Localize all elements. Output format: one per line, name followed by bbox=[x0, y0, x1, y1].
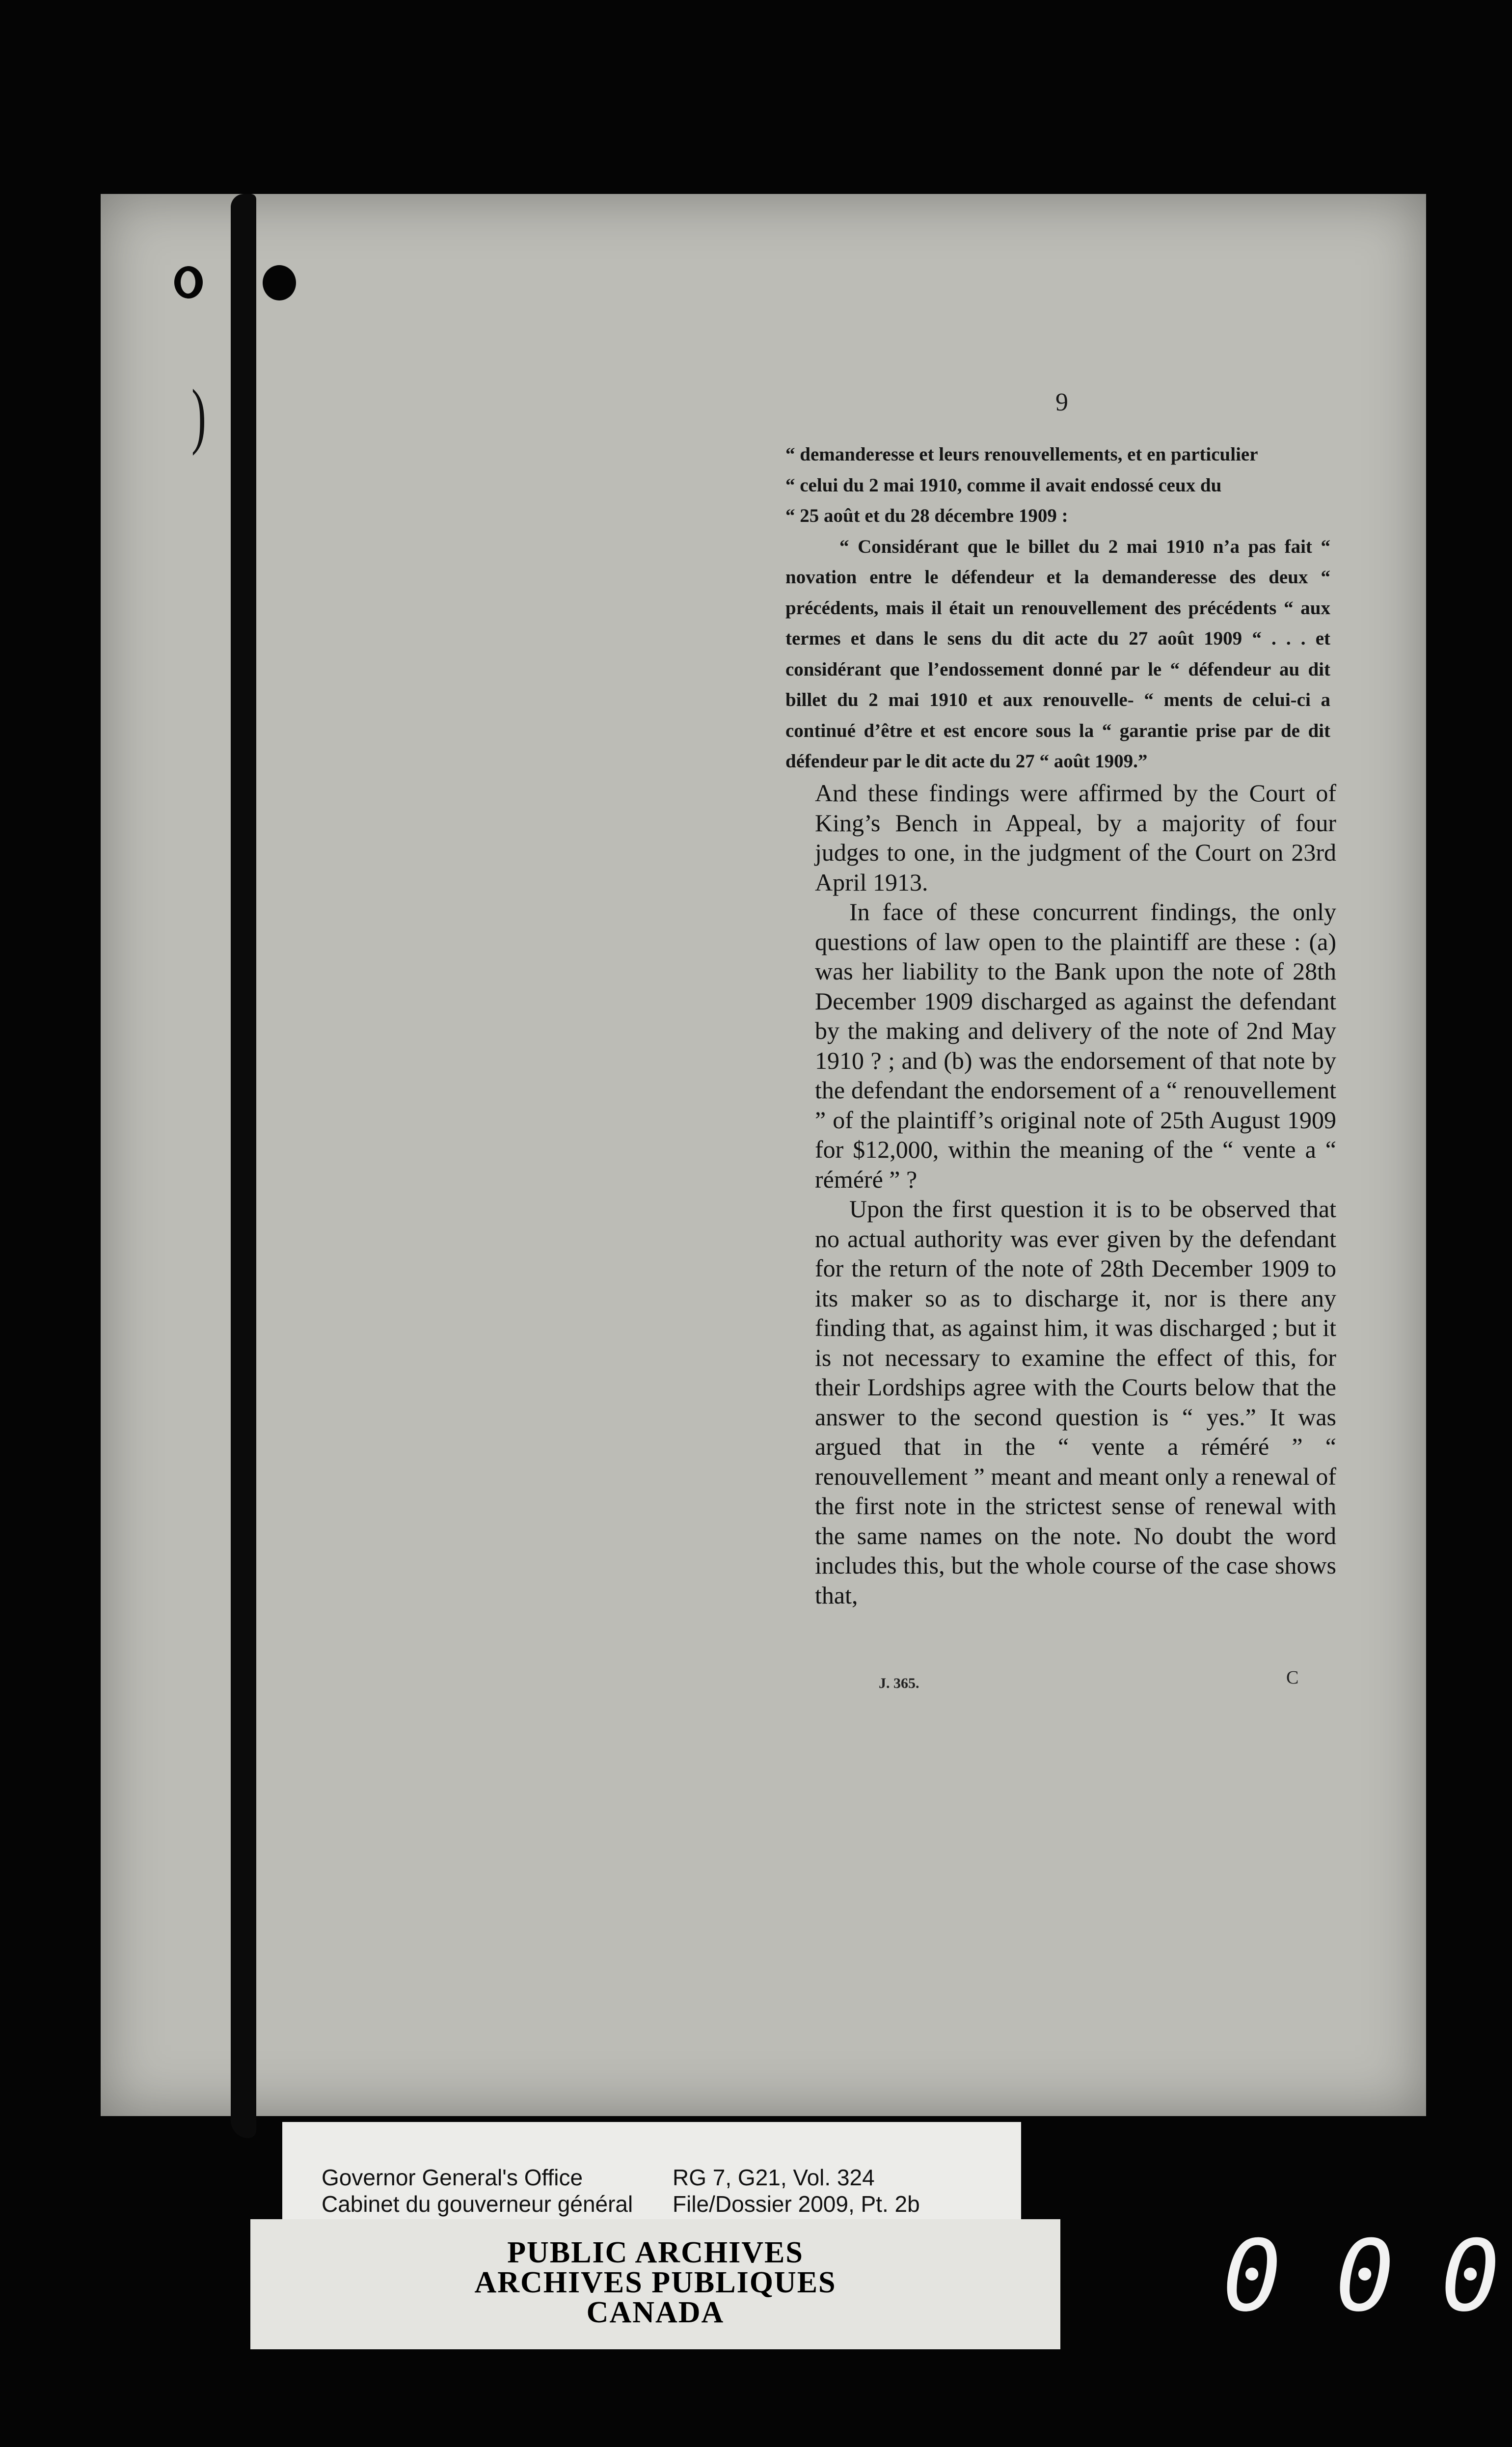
archives-title-en: PUBLIC ARCHIVES bbox=[507, 2236, 804, 2269]
frame-counter-digit: 0 bbox=[1222, 2219, 1282, 2334]
page-fold-shadow bbox=[231, 194, 256, 2138]
file-reference: File/Dossier 2009, Pt. 2b bbox=[673, 2191, 920, 2217]
margin-mark: ) bbox=[191, 375, 206, 456]
body-paragraph: Upon the first question it is to be observed that no actual authority was ever given by the defendant for the return of the note of 28th December 1909 to its maker so as to discharge it, nor is there any finding that, as against him, it was discharged ; but it is not necessary to examine the effect of this, for their Lordships agree with the Courts below that the answer to the second question is “ yes.” It was argued that in the “ vente a réméré ” “ renouvellement ” meant and meant only a renewal of the first note in the strictest sense of renewal with the same names on the note. No doubt the word includes this, but the whole course of the case shows that, bbox=[815, 1195, 1336, 1609]
judgment-text bbox=[815, 778, 1336, 1610]
archives-title-fr: ARCHIVES PUBLIQUES bbox=[474, 2266, 837, 2299]
punch-hole-inner bbox=[181, 271, 195, 294]
body-paragraph: In face of these concurrent findings, the only questions of law open to the plaintiff are these : (a) was her liability to the Bank upon the note of 28th December 1909 discharged as against the defendant by the making and delivery of the note of 2nd May 1910 ? ; and (b) was the endorsement of that note by the defendant the endorsement of a “ renouvellement ” of the plaintiff’s original note of 25th August 1909 for $12,000, within the meaning of the “ vente a “ réméré ” ? bbox=[815, 898, 1336, 1193]
office-name-en: Governor General's Office bbox=[322, 2165, 583, 2190]
quote-line: “ celui du 2 mai 1910, comme il avait endossé ceux du bbox=[785, 474, 1222, 496]
quote-line: “ 25 août et du 28 décembre 1909 : bbox=[785, 505, 1068, 526]
body-paragraph: And these findings were affirmed by the Court of King’s Bench in Appeal, by a majority of four judges to one, in the judgment of the Court on 23rd April 1913. bbox=[815, 779, 1336, 896]
french-quotation bbox=[785, 439, 1330, 777]
printer-reference: J. 365. bbox=[879, 1675, 919, 1691]
quote-paragraph: “ Considérant que le billet du 2 mai 1910 n’a pas fait “ novation entre le défendeur et la demanderesse des deux “ précédents, mais il était un renouvellement des précédents “ aux termes et dans le sens du dit acte du 27 août 1909 “ . . . et considérant que l’endossement donné par le “ défendeur au dit billet du 2 mai 1910 et aux renouvelle- “ ments de celui-ci a continué d’être et est encore sous la “ garantie prise par de dit défendeur par le dit acte du 27 “ août 1909.” bbox=[785, 536, 1330, 772]
frame-counter-digit: 0 bbox=[1335, 2219, 1395, 2334]
office-name-fr: Cabinet du gouverneur général bbox=[322, 2191, 633, 2217]
quote-line: “ demanderesse et leurs renouvellements, et en particulier bbox=[785, 444, 1258, 465]
punch-hole-icon bbox=[263, 265, 296, 300]
record-group-reference: RG 7, G21, Vol. 324 bbox=[673, 2165, 875, 2190]
page-number: 9 bbox=[1055, 388, 1068, 416]
frame-counter-digit: 0 bbox=[1441, 2219, 1500, 2334]
signature-mark: C bbox=[1286, 1667, 1299, 1688]
archives-country: CANADA bbox=[586, 2296, 725, 2329]
